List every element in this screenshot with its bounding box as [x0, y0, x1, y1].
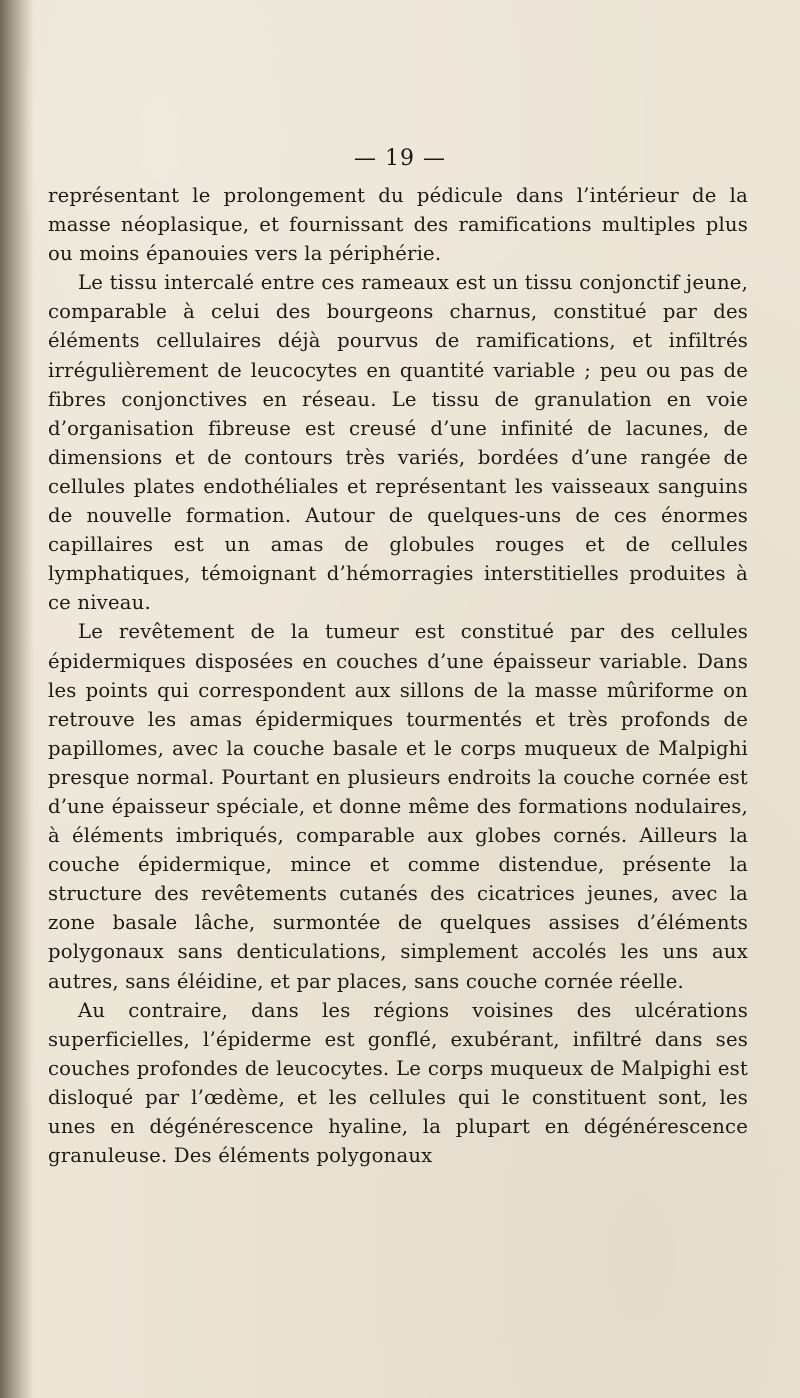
- page-binding-shadow: [0, 0, 34, 1398]
- paragraph-2: Le tissu intercalé entre ces rameaux est un tissu conjonctif jeune, comparable à celui des bourgeons charnus, constitué par des éléments cellulaires déjà pourvus de ramifications, et infiltrés irrégulièrement de leucocytes en quantité variable ; peu ou pas de fibres conjonctives en réseau. Le tissu de granulation en voie d’organisation fibreuse est creusé d’une infinité de lacunes, de dimensions et de contours très variés, bordées d’une rangée de cellules plates endothéliales et représentant les vaisseaux sanguins de nouvelle formation. Autour de quelques-uns de ces énormes capillaires est un amas de globules rouges et de cellules lymphatiques, témoignant d’hémorragies interstitielles produites à ce niveau.: [48, 271, 748, 615]
- body-text: [48, 181, 748, 1170]
- paragraph-3: Le revêtement de la tumeur est constitué par des cellules épidermiques disposées en couches d’une épaisseur variable. Dans les points qui correspondent aux sillons de la masse mûriforme on retrouve les amas épidermiques tourmentés et très profonds de papillomes, avec la couche basale et le corps muqueux de Malpighi presque normal. Pourtant en plusieurs endroits la couche cornée est d’une épaisseur spéciale, et donne même des formations nodulaires, à éléments imbriqués, comparable aux globes cornés. Ailleurs la couche épidermique, mince et comme distendue, présente la structure des revêtements cutanés des cicatrices jeunes, avec la zone basale lâche, surmontée de quelques assises d’éléments polygonaux sans denticulations, simplement accolés les uns aux autres, sans éléidine, et par places, sans couche cornée réelle.: [48, 620, 748, 993]
- page-number: — 19 —: [354, 146, 446, 171]
- paragraph-4: Au contraire, dans les régions voisines des ulcérations superficielles, l’épiderme est gonflé, exubérant, infiltré dans ses couches profondes de leucocytes. Le corps muqueux de Malpighi est disloqué par l’œdème, et les cellules qui le constituent sont, les unes en dégénérescence hyaline, la plupart en dégénérescence granuleuse. Des éléments polygonaux: [48, 998, 748, 1168]
- paragraph-1: représentant le prolongement du pédicule dans l’intérieur de la masse néoplasique, et fournissant des ramifications multiples plus ou moins épanouies vers la périphérie.: [48, 184, 748, 266]
